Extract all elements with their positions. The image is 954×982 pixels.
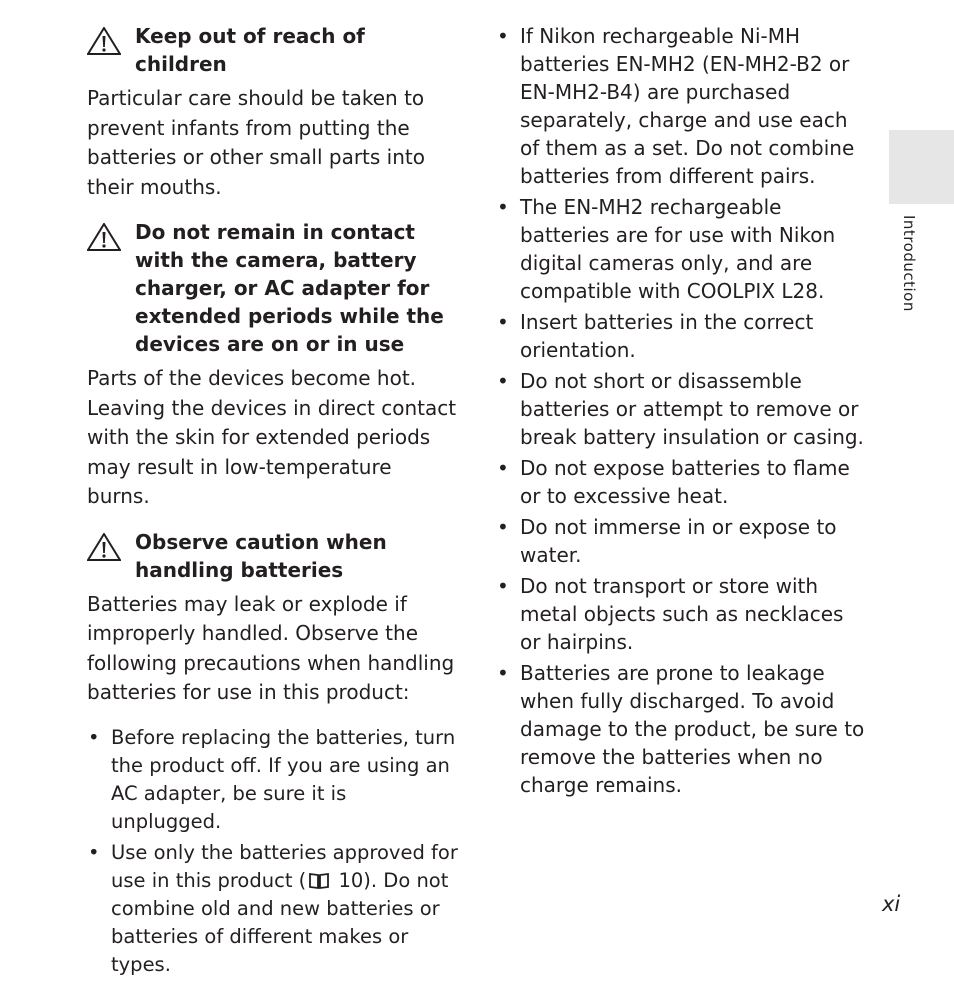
warning-triangle-icon	[87, 27, 121, 55]
page-number: xi	[882, 892, 901, 916]
list-item-text: Batteries are prone to leakage when fully discharged. To avoid damage to the product, be sure to remove the batteries when no charge remains.	[520, 661, 865, 797]
bullet-glyph: •	[497, 456, 509, 480]
list-item	[87, 839, 459, 979]
list-item-text-end: 10). Do not combine old and new batteries or batteries of different makes or types.	[111, 868, 449, 976]
section-title: Keep out of reach of children	[135, 24, 365, 76]
list-item-text: Before replacing the batteries, turn the product off. If you are using an AC adapter, be sure it is unplugged.	[111, 725, 456, 833]
bullet-glyph: •	[497, 195, 509, 219]
warning-heading	[87, 528, 459, 584]
list-item	[496, 193, 868, 305]
list-item-text-start: Use only the batteries approved for use in this product (	[111, 840, 458, 892]
list-item-text: Insert batteries in the correct orientation.	[520, 310, 814, 362]
list-item	[496, 572, 868, 656]
left-column	[87, 22, 459, 982]
list-item-text: Do not short or disassemble batteries or attempt to remove or break battery insulation or casing.	[520, 369, 864, 449]
warning-heading	[87, 22, 459, 78]
list-item	[496, 659, 868, 799]
bullet-glyph: •	[88, 725, 100, 749]
section-contact	[87, 218, 459, 512]
bullet-glyph: •	[497, 24, 509, 48]
list-item	[496, 367, 868, 451]
list-item	[496, 308, 868, 364]
section-body: Parts of the devices become hot. Leaving the devices in direct contact with the skin for extended periods may result in low-temperature burns.	[87, 366, 457, 508]
section-body: Particular care should be taken to prevent infants from putting the batteries or other small parts into their mouths.	[87, 86, 425, 199]
list-item-text: Do not immerse in or expose to water.	[520, 515, 837, 567]
list-item-text: The EN-MH2 rechargeable batteries are for use with Nikon digital cameras only, and are compatible with COOLPIX L28.	[520, 195, 836, 303]
bullet-glyph: •	[497, 661, 509, 685]
book-reference-icon	[308, 872, 330, 890]
side-tab-label: Introduction	[900, 215, 918, 312]
bullet-glyph: •	[497, 515, 509, 539]
list-item-text: Do not expose batteries to flame or to excessive heat.	[520, 456, 850, 508]
bullet-glyph: •	[497, 310, 509, 334]
bullet-glyph: •	[88, 840, 100, 864]
section-title: Observe caution when handling batteries	[135, 529, 387, 582]
battery-precaution-list	[496, 22, 868, 799]
section-batteries	[87, 528, 459, 979]
list-item	[87, 724, 459, 836]
warning-triangle-icon	[87, 223, 121, 251]
right-column	[496, 22, 868, 802]
list-item	[496, 454, 868, 510]
warning-triangle-icon	[87, 533, 121, 561]
warning-heading	[87, 218, 459, 358]
list-item	[496, 22, 868, 190]
section-title: Do not remain in contact with the camera, battery charger, or AC adapter for extended periods while the devices are on or in use	[135, 220, 444, 356]
list-item-text: If Nikon rechargeable Ni-MH batteries EN-MH2 (EN-MH2-B2 or EN-MH2-B4) are purchased separately, charge and use each of them as a set. Do not combine batteries from different pairs.	[520, 24, 855, 188]
list-item-text: Do not transport or store with metal objects such as necklaces or hairpins.	[520, 574, 844, 654]
precaution-list	[87, 724, 459, 979]
bullet-glyph: •	[497, 369, 509, 393]
section-body: Batteries may leak or explode if improperly handled. Observe the following precautions when handling batteries for use in this product:	[87, 591, 455, 704]
side-tab	[889, 130, 954, 204]
bullet-glyph: •	[497, 574, 509, 598]
section-children	[87, 22, 459, 202]
list-item	[496, 513, 868, 569]
